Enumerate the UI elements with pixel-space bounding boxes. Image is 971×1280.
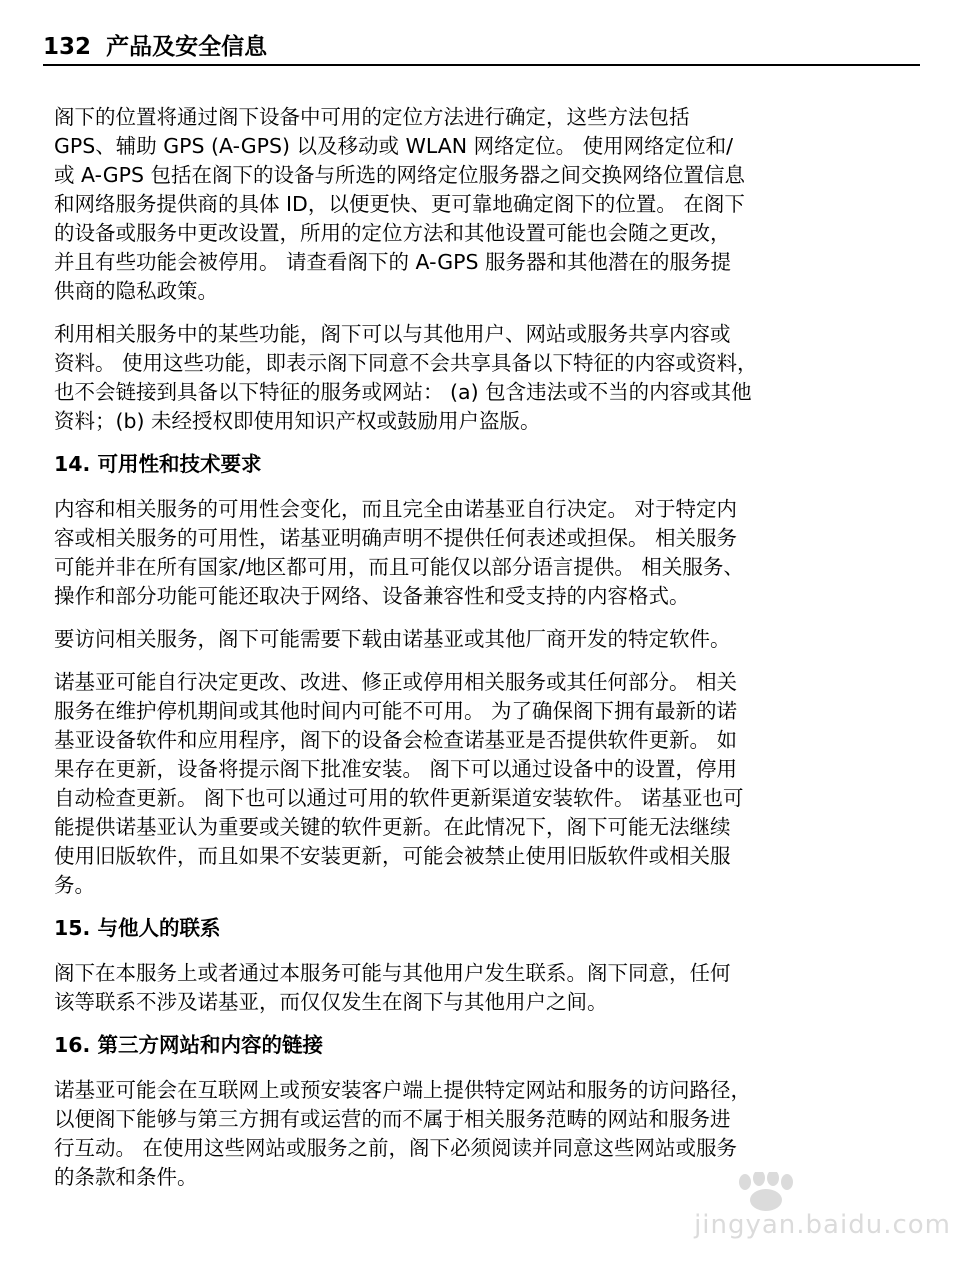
document-body — [54, 103, 912, 1206]
paragraph-third-party: 诺基亚可能会在互联网上或预安装客户端上提供特定网站和服务的访问路径， 以便阁下能够与第三方拥有或运营的而不属于相关服务范畴的网站和服务进 行互动。 在使用这些网站或服务之前，阁下必须阅读并同意这些网站或服务 的条款和条件。 — [54, 1078, 751, 1189]
paragraph-contact: 阁下在本服务上或者通过本服务可能与其他用户发生联系。阁下同意，任何 该等联系不涉及诺基亚，而仅仅发生在阁下与其他用户之间。 — [54, 961, 731, 1014]
page-header — [43, 30, 920, 66]
paragraph-availability: 内容和相关服务的可用性会变化，而且完全由诺基亚自行决定。 对于特定内 容或相关服务的可用性，诺基亚明确声明不提供任何表述或担保。 相关服务 可能并非在所有国家/地区都可用，而且可能仅以部分语言提供。 相关服务、 操作和部分功能可能还取决于网络、设备兼容性和受支持的内容格式。 — [54, 497, 744, 608]
paragraph-sharing: 利用相关服务中的某些功能，阁下可以与其他用户、网站或服务共享内容或 资料。 使用这些功能，即表示阁下同意不会共享具备以下特征的内容或资料， 也不会链接到具备以下特征的服务或网站： (a) 包含违法或不当的内容或其他 资料；(b) 未经授权即使用知识产权或鼓励用户盗版。 — [54, 322, 758, 433]
paragraph-location: 阁下的位置将通过阁下设备中可用的定位方法进行确定，这些方法包括 GPS、辅助 GPS (A-GPS) 以及移动或 WLAN 网络定位。 使用网络定位和/ 或 A-GPS 包括在阁下的设备与所选的网络定位服务器之间交换网络位置信息 和网络服务提供商的具体 ID，以便更快、更可靠地确定阁下的位置。 在阁下 的设备或服务中更改设置，所用的定位方法和其他设置可能也会随之更改， 并且有些功能会被停用。 请查看阁下的 A-GPS 服务器和其他潜在的服务提 供商的隐私政策。 — [54, 105, 746, 303]
paragraph-software-download: 要访问相关服务，阁下可能需要下载由诺基亚或其他厂商开发的特定软件。 — [54, 627, 731, 651]
section-heading-15: 15. 与他人的联系 — [54, 916, 221, 940]
watermark-text: jingyan.baidu.com — [694, 1210, 951, 1240]
section-heading-16: 16. 第三方网站和内容的链接 — [54, 1033, 323, 1057]
paragraph-updates: 诺基亚可能自行决定更改、改进、修正或停用相关服务或其任何部分。 相关 服务在维护停机期间或其他时间内可能不可用。 为了确保阁下拥有最新的诺 基亚设备软件和应用程序，阁下的设备会检查诺基亚是否提供软件更新。 如 果存在更新，设备将提示阁下批准安装。 阁下可以通过设备中的设置，停用 自动检查更新。 阁下也可以通过可用的软件更新渠道安装软件。 诺基亚也可 能提供诺基亚认为重要或关键的软件更新。在此情况下，阁下可能无法继续 使用旧版软件，而且如果不安装更新，可能会被禁止使用旧版软件或相关服 务。 — [54, 670, 744, 897]
page-number: 132 — [43, 34, 92, 60]
section-heading-14: 14. 可用性和技术要求 — [54, 452, 262, 476]
header-title: 产品及安全信息 — [106, 34, 268, 60]
